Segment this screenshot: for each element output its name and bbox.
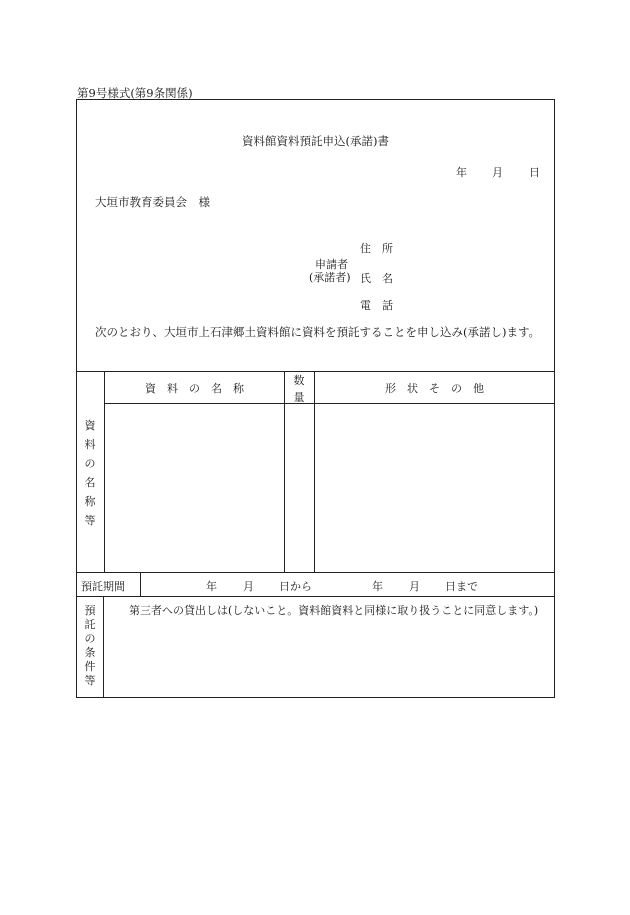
items-qty-cell[interactable] [285,404,314,572]
column-header-qty-1: 数 [293,374,305,387]
conditions-top-divider [76,596,555,597]
section-divider [76,371,555,372]
period-to-year: 年 [372,580,383,593]
side-char: 預 [84,604,96,617]
period-top-divider [76,572,555,573]
column-header-qty-2: 量 [293,391,305,404]
date-day-label: 日 [529,166,540,179]
period-label-divider [140,572,141,596]
side-char: 託 [84,618,96,631]
consenter-role: (承諾者) [309,271,351,284]
addressee: 大垣市教育委員会 様 [95,195,210,209]
application-statement: 次のとおり、大垣市上石津郷土資料館に資料を預託することを申し込み(承諾し)ます。 [95,325,541,339]
period-from-day: 日から [279,580,312,593]
side-char: 等 [84,674,96,687]
period-to-day: 日まで [445,580,478,593]
period-label: 預託期間 [81,580,125,593]
column-header-other: 形 状 そ の 他 [385,382,484,395]
items-other-cell[interactable] [315,404,555,572]
name-label: 氏 名 [360,272,393,285]
conditions-side-divider [103,596,104,698]
form-title: 資料館資料預託申込(承諾)書 [242,134,389,148]
side-char: 料 [84,438,96,451]
column-header-name: 資 料 の 名 称 [145,382,244,395]
side-char: 資 [84,419,96,432]
period-from-month: 月 [243,580,254,593]
conditions-side-label [83,604,97,688]
phone-label: 電 話 [360,299,393,312]
side-char: の [84,457,96,470]
conditions-text: 第三者への貸出しは(しないこと。資料館資料と同様に取り扱うことに同意します。) [129,604,539,617]
items-side-label [83,416,97,530]
items-name-cell[interactable] [105,404,284,572]
side-char: 名 [84,476,96,489]
applicant-role: 申請者 [315,258,348,271]
address-label: 住 所 [360,242,393,255]
date-month-label: 月 [492,166,503,179]
side-char: の [84,632,96,645]
side-char: 条 [84,646,96,659]
period-to-month: 月 [409,580,420,593]
side-char: 等 [84,514,96,527]
period-from-year: 年 [206,580,217,593]
date-year-label: 年 [456,166,467,179]
side-char: 件 [84,660,96,673]
side-char: 称 [84,495,96,508]
form-number: 第9号様式(第9条関係) [77,86,193,100]
